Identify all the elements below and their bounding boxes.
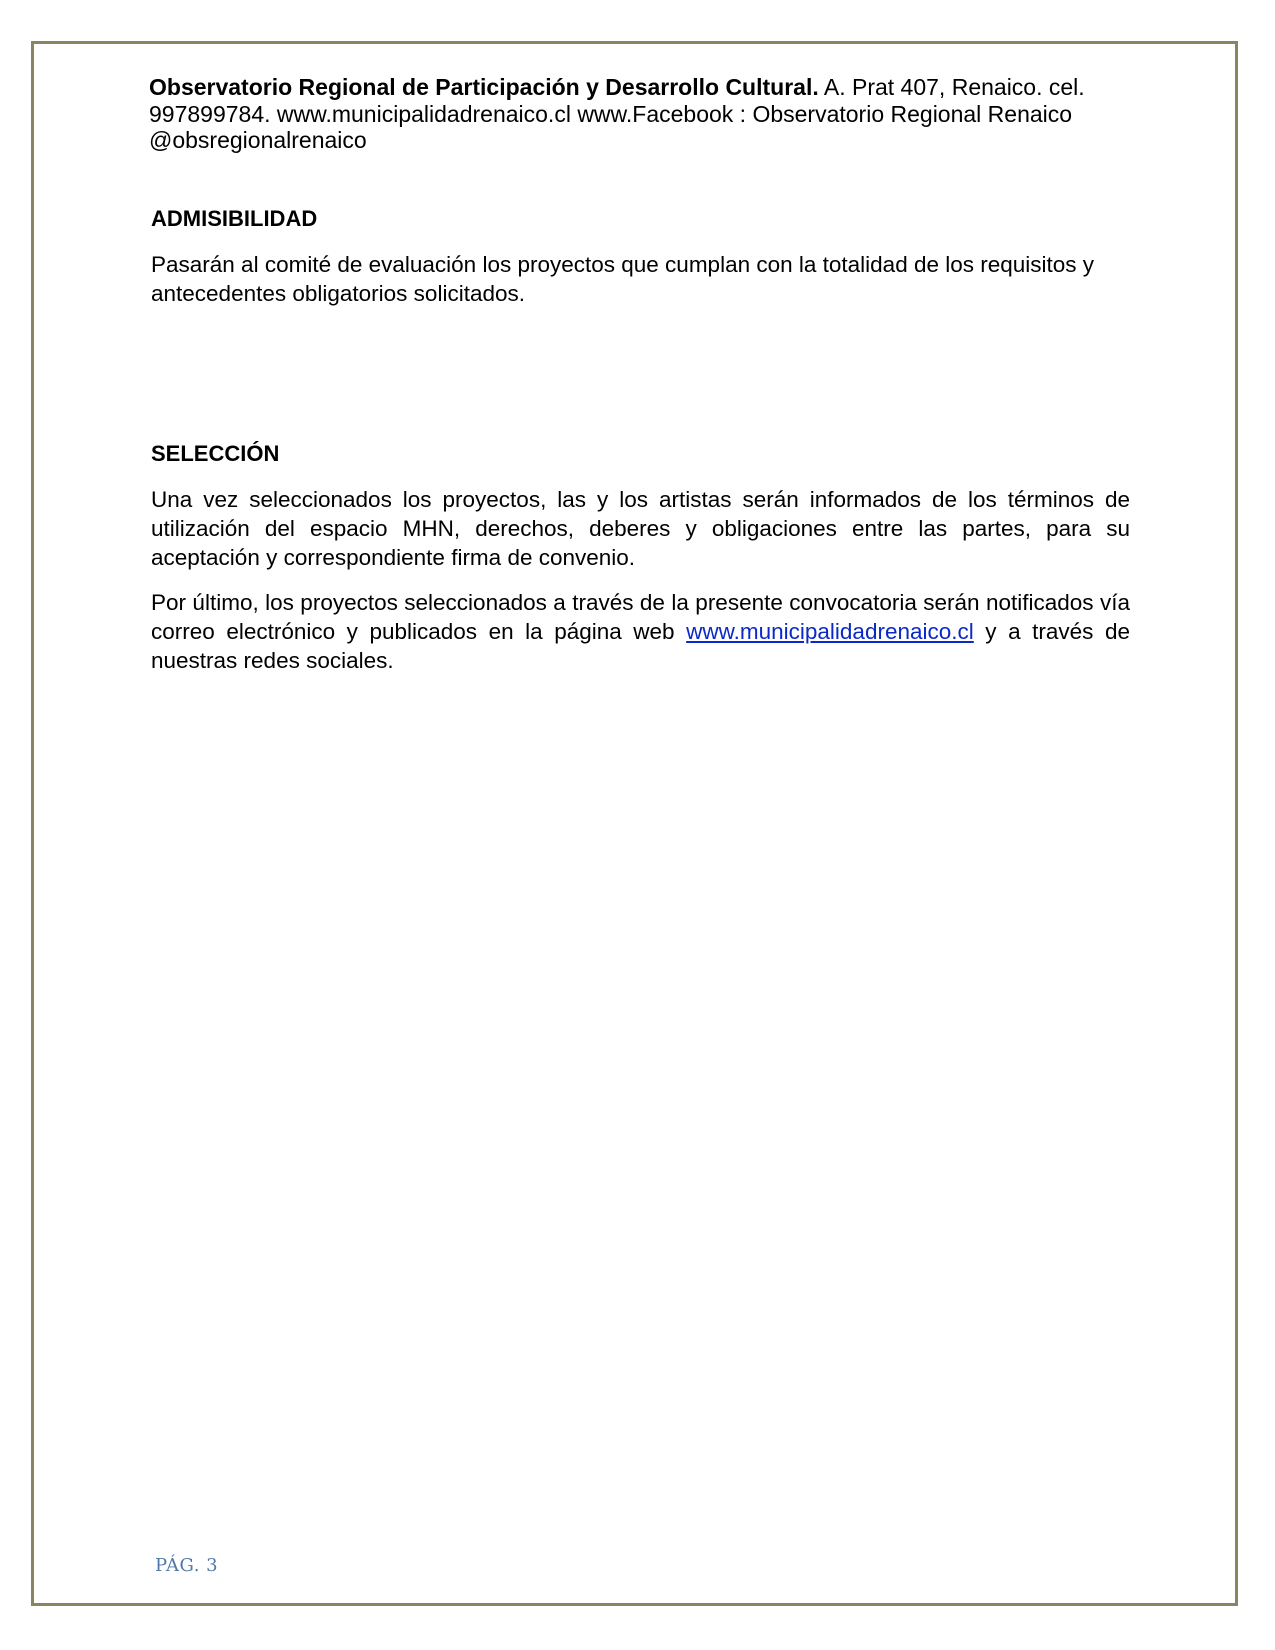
header-contact-line: 997899784. www.municipalidadrenaico.cl www.Facebook : Observatorio Regional Renaico xyxy=(149,100,1073,127)
seleccion-paragraph-1: Una vez seleccionados los proyectos, las y los artistas serán informados de los términos de utilización del espacio MHN, derechos, deberes y obligaciones entre las partes, para su aceptación y correspondiente firma de convenio. xyxy=(151,487,1130,570)
seleccion-paragraph-2 xyxy=(151,588,1130,675)
section-title-seleccion: SELECCIÓN xyxy=(151,441,280,466)
document-header xyxy=(149,74,1149,154)
header-social-handle: @obsregionalrenaico xyxy=(149,127,367,153)
header-address: A. Prat 407, Renaico. cel. xyxy=(818,74,1085,100)
paragraph-text: y a través de nuestras redes sociales. xyxy=(151,619,1130,673)
section-title-admisibilidad: ADMISIBILIDAD xyxy=(151,206,318,231)
admisibilidad-paragraph: Pasarán al comité de evaluación los proyectos que cumplan con la totalidad de los requisitos y antecedentes obligatorios solicitados. xyxy=(151,252,1095,306)
municipal-website-link[interactable]: www.municipalidadrenaico.cl xyxy=(686,619,974,644)
header-line-1 xyxy=(149,74,1149,101)
organization-name: Observatorio Regional de Participación y Desarrollo Cultural. xyxy=(149,74,819,100)
page-number: PÁG. 3 xyxy=(155,1555,219,1576)
paragraph-text: Por último, los proyectos seleccionados a través de la presente convocatoria serán notificados vía correo electrónico y publicados en la página web xyxy=(151,590,1130,644)
